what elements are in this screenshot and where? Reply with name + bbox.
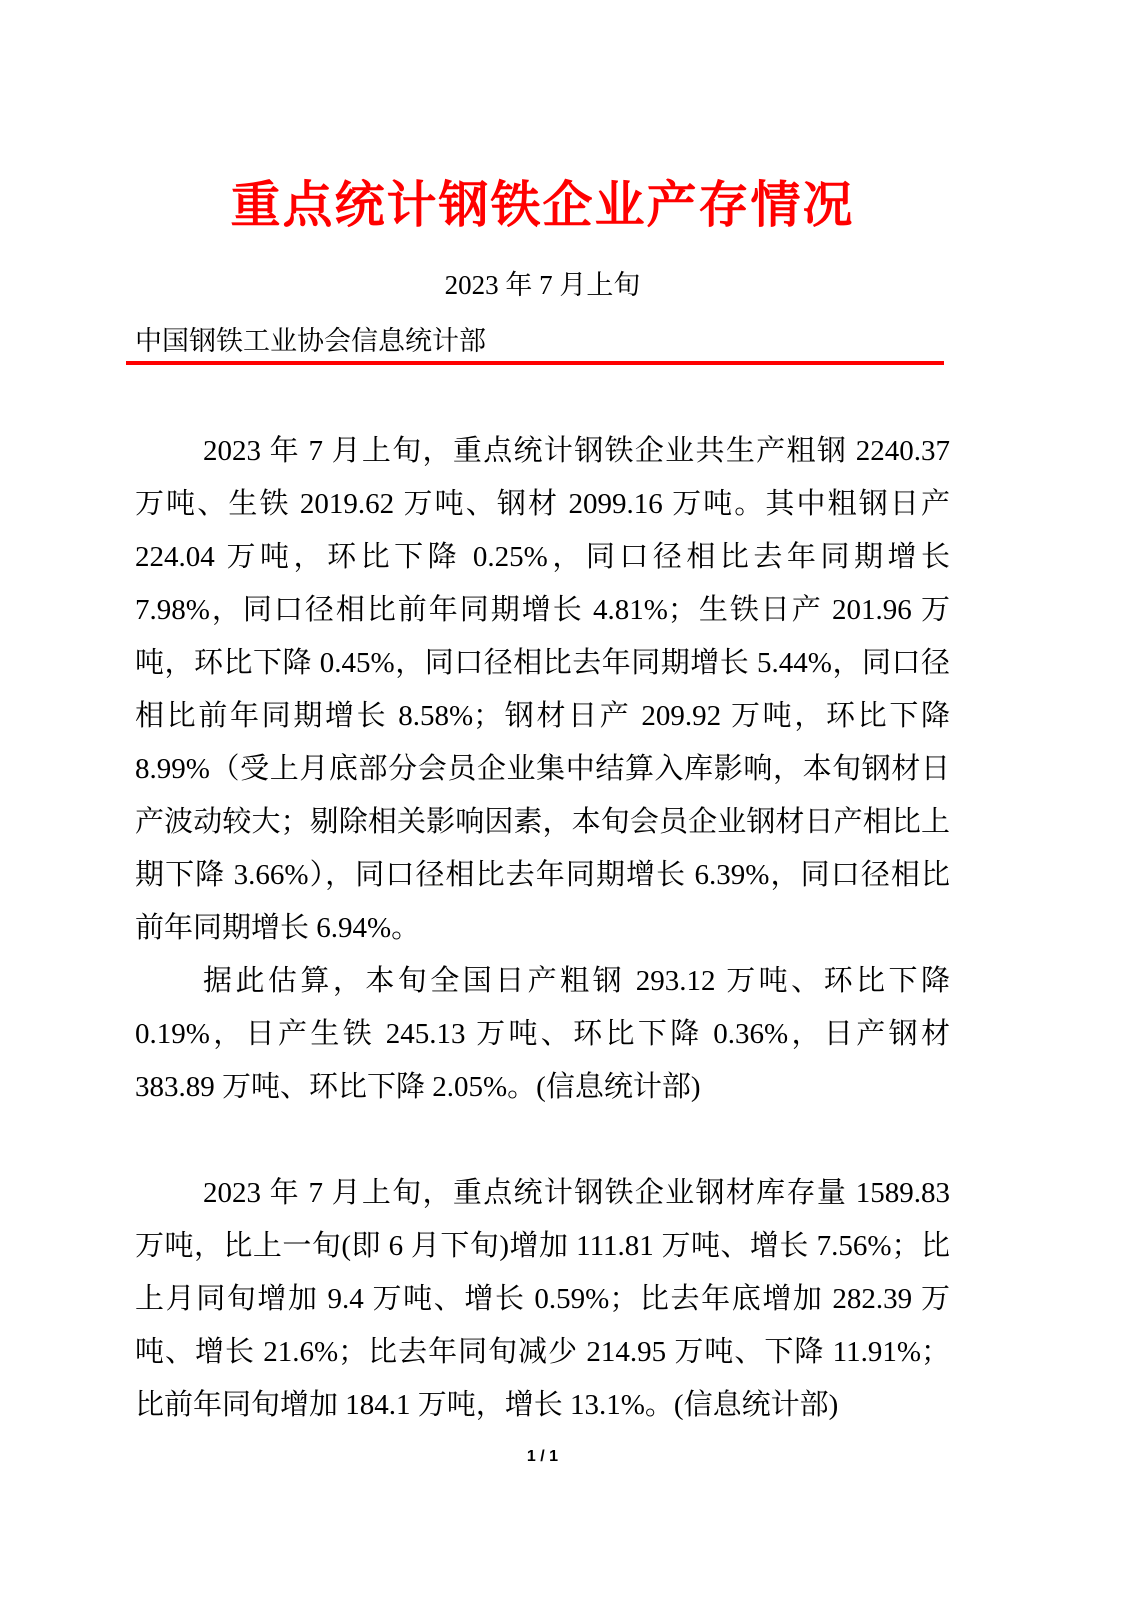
document-subtitle: 2023 年 7 月上旬 [444, 270, 641, 300]
paragraph-national-estimate: 据此估算，本旬全国日产粗钢 293.12 万吨、环比下降 0.19%，日产生铁 245.13 万吨、环比下降 0.36%，日产钢材 383.89 万吨、环比下降 2.05%。(信息统计部) [135, 965, 950, 1103]
document-title: 重点统计钢铁企业产存情况 [230, 177, 855, 233]
paragraph-inventory: 2023 年 7 月上旬，重点统计钢铁企业钢材库存量 1589.83 万吨，比上一旬(即 6 月下旬)增加 111.81 万吨、增长 7.56%；比上月同旬增加 9.4 万吨、增长 0.59%；比去年底增加 282.39 万吨、增长 21.6%；比去年同旬减少 214.95 万吨、下降 11.91%；比前年同旬增加 184.1 万吨，增长 13.1%。(信息统计部) [135, 1177, 950, 1421]
organization-name: 中国钢铁工业协会信息统计部 [135, 326, 486, 356]
document-body [135, 425, 950, 1432]
document-content [135, 0, 950, 1432]
page-number: 1 / 1 [526, 1448, 559, 1465]
paragraph-production: 2023 年 7 月上旬，重点统计钢铁企业共生产粗钢 2240.37 万吨、生铁 2019.62 万吨、钢材 2099.16 万吨。其中粗钢日产 224.04 万吨，环比下降 0.25%，同口径相比去年同期增长 7.98%，同口径相比前年同期增长 4.81%；生铁日产 201.96 万吨，环比下降 0.45%，同口径相比去年同期增长 5.44%，同口径相比前年同期增长 8.58%；钢材日产 209.92 万吨，环比下降 8.99%（受上月底部分会员企业集中结算入库影响，本旬钢材日产波动较大；剔除相关影响因素，本旬会员企业钢材日产相比上期下降 3.66%），同口径相比去年同期增长 6.39%，同口径相比前年同期增长 6.94%。 [135, 435, 950, 944]
organization-rule [126, 324, 944, 365]
